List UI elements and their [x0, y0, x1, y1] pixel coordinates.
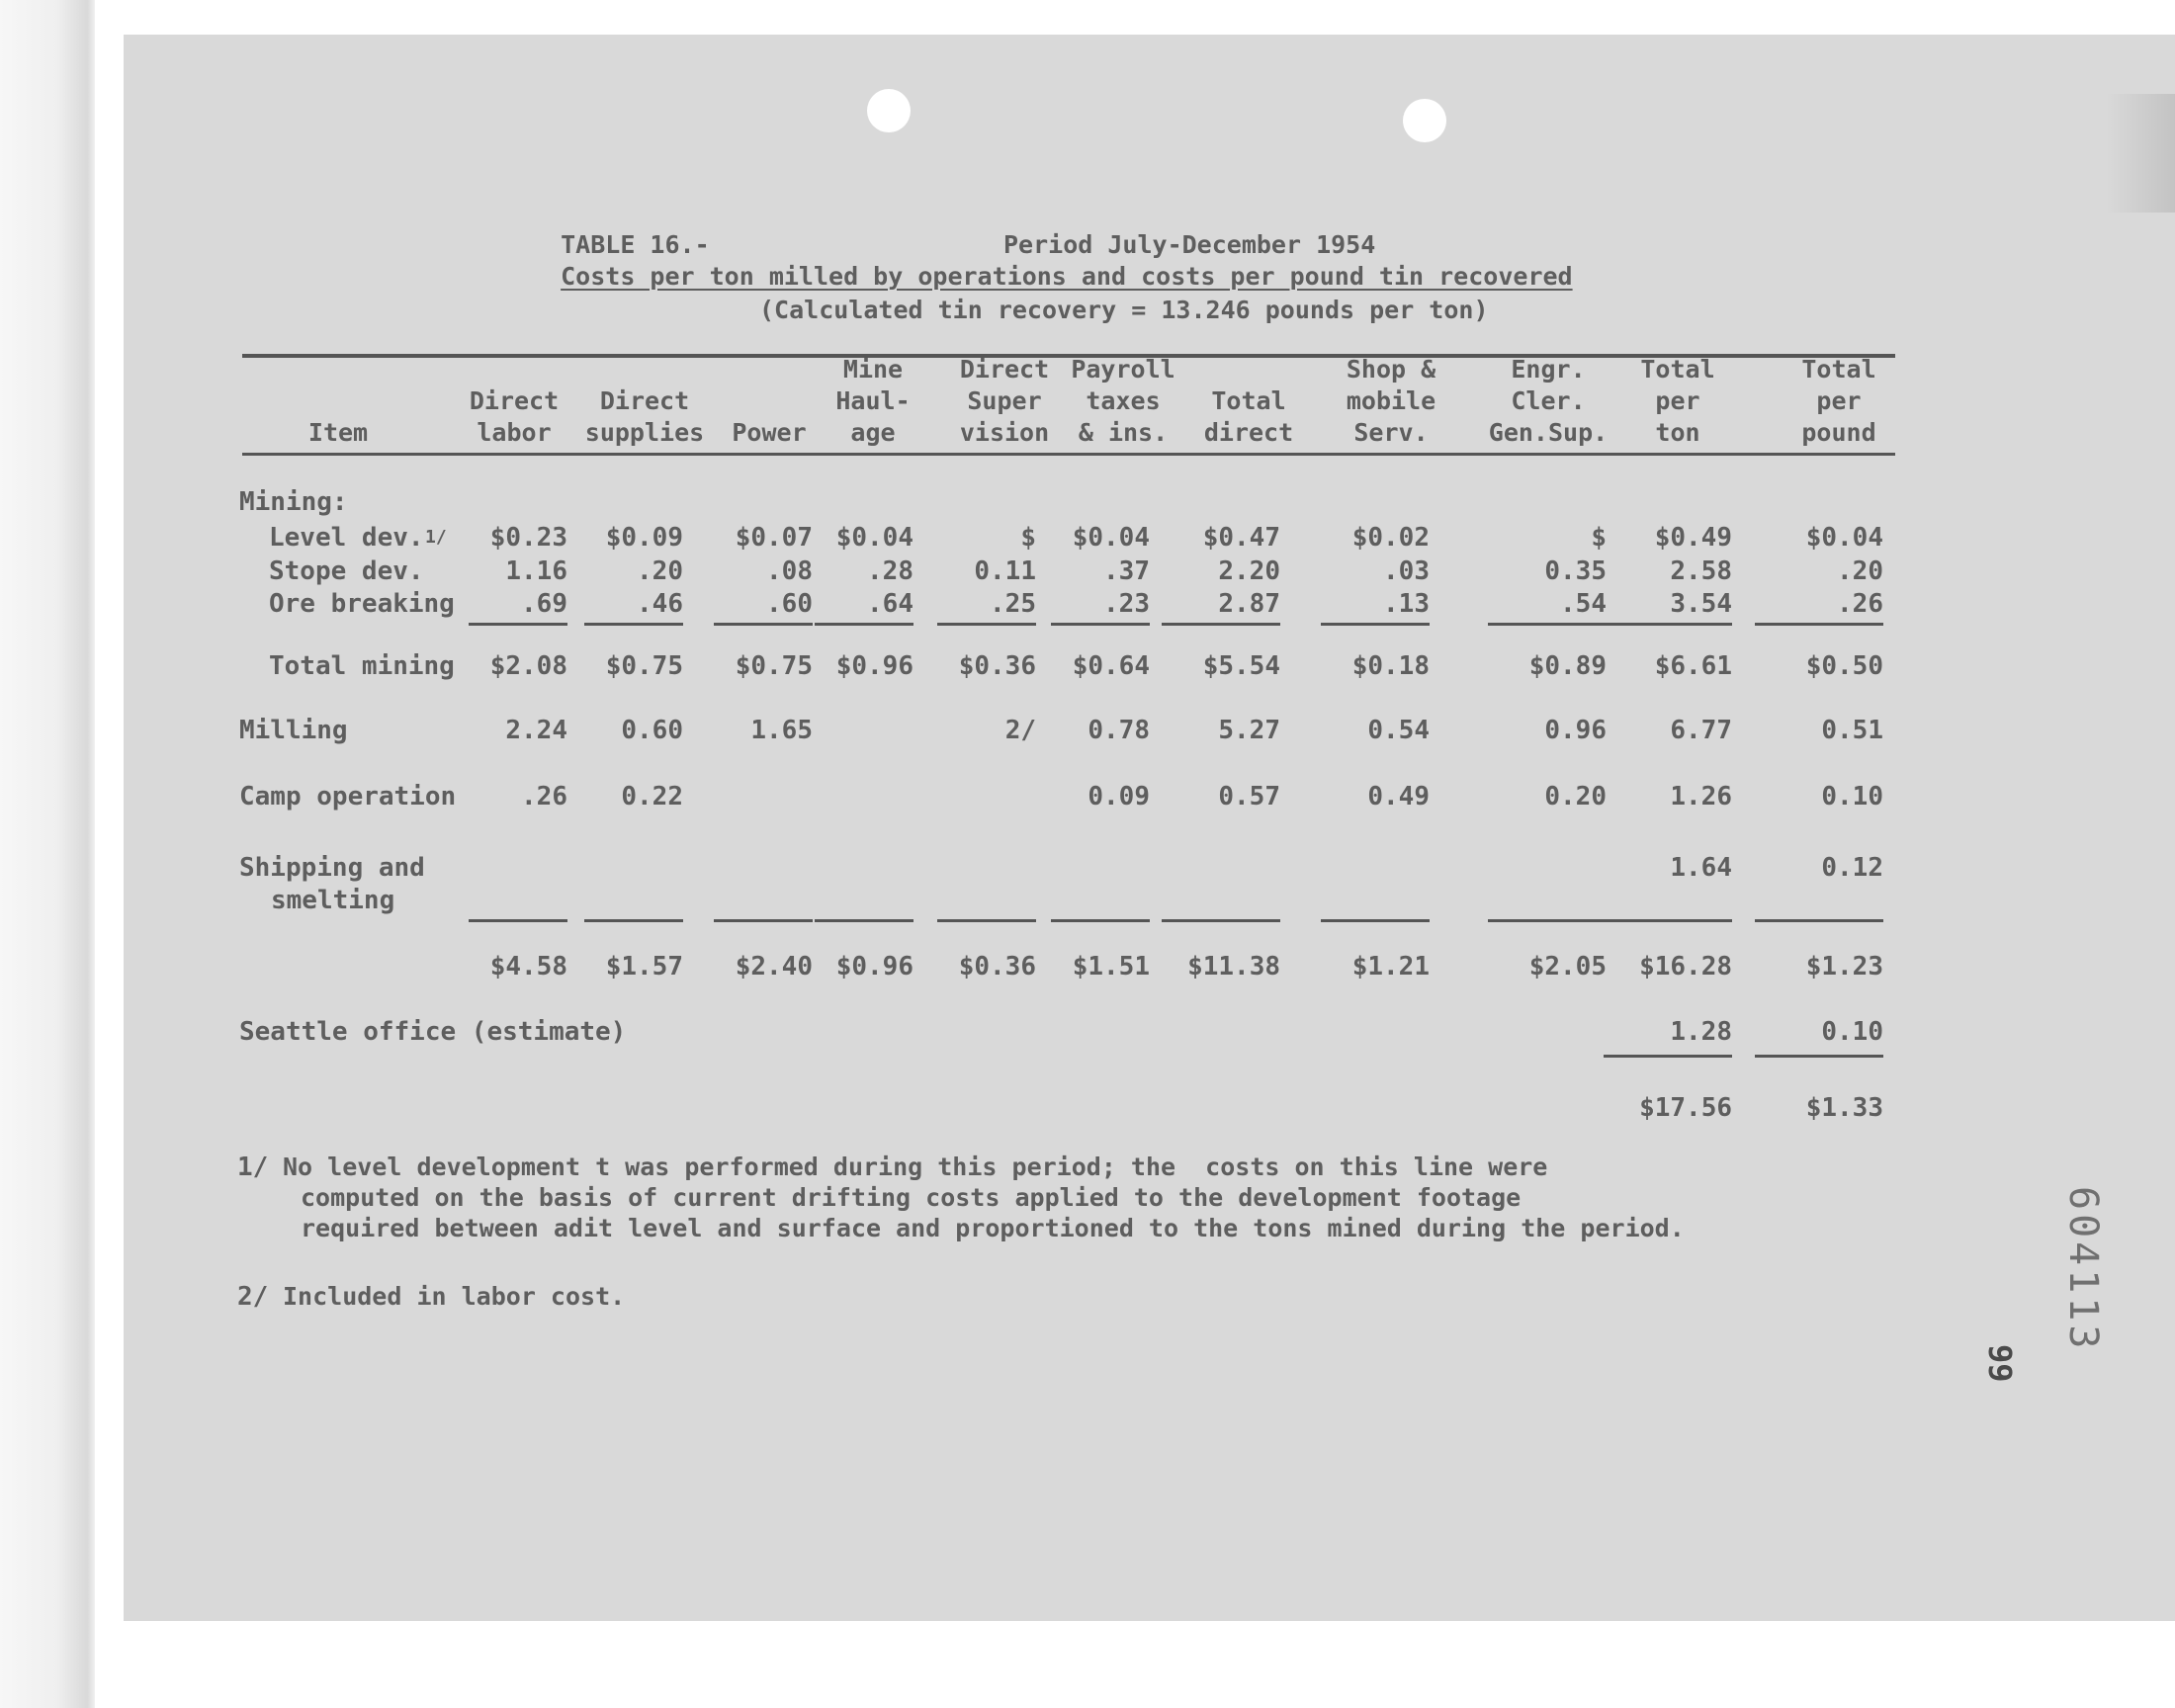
table-cell: .25 [990, 589, 1036, 619]
table-cell: .54 [1560, 589, 1607, 619]
section-mining: Mining: [239, 487, 348, 517]
sum-rule [1162, 919, 1280, 922]
table-cell: 1.26 [1670, 782, 1732, 811]
table-cell: 3.54 [1670, 589, 1732, 619]
column-header-line: Super [967, 386, 1042, 415]
row-label-continued: smelting [271, 886, 395, 915]
table-cell: .03 [1383, 556, 1430, 586]
column-header-line: labor [477, 418, 552, 447]
table-cell: 0.60 [621, 716, 683, 745]
table-cell: $11.38 [1187, 952, 1280, 982]
table-cell: .20 [1837, 556, 1883, 586]
table-cell: 0.57 [1218, 782, 1280, 811]
row-label: Milling [239, 716, 348, 745]
table-cell: $0.47 [1202, 523, 1280, 553]
table-cell: 0.20 [1544, 782, 1607, 811]
column-header-line: Direct [469, 386, 560, 415]
page-number: 99 [1981, 1344, 2019, 1383]
sum-rule [1755, 1055, 1883, 1058]
sum-rule [1755, 623, 1883, 626]
table-cell: $0.02 [1351, 523, 1430, 553]
table-cell: $0.75 [605, 651, 683, 681]
column-header-line: Total [1640, 355, 1715, 384]
table-cell: 0.51 [1821, 716, 1883, 745]
column-header-line: per [1655, 386, 1700, 415]
table-cell: .08 [766, 556, 813, 586]
table-cell: $2.40 [735, 952, 813, 982]
table-cell: 0.35 [1544, 556, 1607, 586]
table-cell: 1.16 [505, 556, 567, 586]
scanner-left-edge [0, 0, 95, 1708]
column-header-line: ton [1655, 418, 1700, 447]
punch-hole-right [1403, 99, 1446, 142]
table-cell: $0.50 [1805, 651, 1883, 681]
sum-rule [1051, 919, 1150, 922]
table-cell: .23 [1103, 589, 1150, 619]
table-cell: $1.23 [1805, 952, 1883, 982]
table-cell: 0.12 [1821, 853, 1883, 883]
table-cell: 2/ [1004, 716, 1036, 745]
table-cell: $ [1020, 523, 1036, 553]
table-cell: 2.20 [1218, 556, 1280, 586]
table-cell: $1.51 [1072, 952, 1150, 982]
sum-rule [1321, 623, 1430, 626]
row-label: Camp operation [239, 782, 457, 811]
column-header-line: taxes [1086, 386, 1161, 415]
table-cell: .37 [1103, 556, 1150, 586]
punch-hole-left [867, 89, 911, 132]
table-cell: $6.61 [1654, 651, 1732, 681]
sum-rule [815, 919, 914, 922]
table-cell: .69 [521, 589, 567, 619]
header-bottom-rule [242, 453, 1895, 456]
table-cell: 0.09 [1088, 782, 1150, 811]
column-header-line: Cler. [1511, 386, 1586, 415]
table-title-prefix: TABLE 16.- [561, 230, 710, 259]
table-cell: .28 [867, 556, 914, 586]
footnote-line: Included in labor cost. [283, 1282, 626, 1311]
table-cell: $1.33 [1805, 1093, 1883, 1123]
table-cell: 2.87 [1218, 589, 1280, 619]
table-cell: $1.57 [605, 952, 683, 982]
table-cell: 0.96 [1544, 716, 1607, 745]
table-cell: $0.04 [835, 523, 914, 553]
column-header-line: Item [307, 418, 369, 447]
table-cell: .26 [1837, 589, 1883, 619]
footnote-line: computed on the basis of current drifting costs applied to the development footage [301, 1183, 1522, 1212]
sum-rule [1162, 623, 1280, 626]
sum-rule [815, 623, 914, 626]
sum-rule [1321, 919, 1430, 922]
table-cell: $0.36 [958, 952, 1036, 982]
column-header-line: per [1816, 386, 1862, 415]
column-header-line: Payroll [1071, 355, 1175, 384]
table-cell: $2.08 [489, 651, 567, 681]
table-cell: 6.77 [1670, 716, 1732, 745]
table-cell: $0.07 [735, 523, 813, 553]
sum-rule [937, 623, 1036, 626]
table-cell: 0.10 [1821, 782, 1883, 811]
page-shadow [2106, 94, 2175, 213]
table-cell: 0.54 [1367, 716, 1430, 745]
sum-rule [1604, 1055, 1732, 1058]
footnote-mark: 1/ [237, 1153, 269, 1182]
column-header-line: direct [1203, 418, 1294, 447]
table-cell: 2.24 [505, 716, 567, 745]
column-header-line: Direct [599, 386, 690, 415]
footnote-line: required between adit level and surface and proportioned to the tons mined during the period. [301, 1214, 1685, 1242]
table-cell: $ [1591, 523, 1607, 553]
table-cell: 1.28 [1670, 1017, 1732, 1047]
column-header-line: supplies [584, 418, 705, 447]
table-cell: 1.65 [750, 716, 813, 745]
column-header-line: & ins. [1078, 418, 1169, 447]
sum-rule [1755, 919, 1883, 922]
column-header-line: Serv. [1353, 418, 1429, 447]
row-label: Stope dev. [269, 556, 424, 586]
table-cell: 1.64 [1670, 853, 1732, 883]
table-cell: 0.10 [1821, 1017, 1883, 1047]
column-header-line: Gen.Sup. [1488, 418, 1609, 447]
sum-rule [1488, 623, 1607, 626]
column-header-line: mobile [1346, 386, 1436, 415]
sum-rule [1051, 623, 1150, 626]
table-period: Period July-December 1954 [1003, 230, 1376, 259]
column-header-line: Total [1211, 386, 1286, 415]
table-cell: .64 [867, 589, 914, 619]
table-cell: 0.78 [1088, 716, 1150, 745]
table-cell: .46 [637, 589, 683, 619]
sum-rule [469, 919, 567, 922]
sum-rule [584, 919, 683, 922]
table-cell: .26 [521, 782, 567, 811]
row-label: Total mining [269, 651, 455, 681]
row-label: Ore breaking [269, 589, 455, 619]
table-cell: .13 [1383, 589, 1430, 619]
table-cell: .20 [637, 556, 683, 586]
table-cell: $0.04 [1805, 523, 1883, 553]
footnote-line: No level development t was performed during this period; the costs on this line were [283, 1153, 1548, 1181]
table-cell: $4.58 [489, 952, 567, 982]
table-cell: 2.58 [1670, 556, 1732, 586]
footnote-mark: 2/ [237, 1282, 269, 1312]
table-cell: 0.11 [974, 556, 1036, 586]
row-label: Level dev. [269, 523, 424, 553]
table-cell: 0.22 [621, 782, 683, 811]
table-cell: .60 [766, 589, 813, 619]
side-stamp: 604113 [2060, 1186, 2106, 1353]
table-cell: $17.56 [1639, 1093, 1732, 1123]
column-header-line: Power [732, 418, 807, 447]
row-label: Seattle office (estimate) [239, 1017, 627, 1047]
column-header-line: Engr. [1511, 355, 1586, 384]
column-header-line: pound [1801, 418, 1876, 447]
column-header-line: Direct [959, 355, 1050, 384]
table-cell: $0.75 [735, 651, 813, 681]
sum-rule [469, 623, 567, 626]
table-cell: $0.64 [1072, 651, 1150, 681]
column-header-line: Mine [842, 355, 904, 384]
table-cell: $0.04 [1072, 523, 1150, 553]
sum-rule [1604, 919, 1732, 922]
sum-rule [714, 919, 813, 922]
table-cell: $2.05 [1528, 952, 1607, 982]
table-cell: $16.28 [1639, 952, 1732, 982]
table-cell: $0.18 [1351, 651, 1430, 681]
sum-rule [584, 623, 683, 626]
recovery-note: (Calculated tin recovery = 13.246 pounds per ton) [759, 296, 1489, 324]
column-header-line: Shop & [1346, 355, 1436, 384]
table-cell: $0.96 [835, 952, 914, 982]
column-header-line: vision [959, 418, 1050, 447]
table-title-text: Costs per ton milled by operations and costs per pound tin recovered [561, 262, 1573, 291]
column-header-line: Haul- [835, 386, 911, 415]
sum-rule [1488, 919, 1607, 922]
column-header-line: age [850, 418, 896, 447]
table-cell: $0.09 [605, 523, 683, 553]
footnote-ref: 1/ [425, 527, 447, 548]
table-cell: $0.96 [835, 651, 914, 681]
table-cell: 0.49 [1367, 782, 1430, 811]
row-label: Shipping and [239, 853, 425, 883]
table-cell: $0.36 [958, 651, 1036, 681]
sum-rule [1604, 623, 1732, 626]
column-header-line: Total [1801, 355, 1876, 384]
table-cell: $0.49 [1654, 523, 1732, 553]
table-cell: $0.89 [1528, 651, 1607, 681]
table-cell: $1.21 [1351, 952, 1430, 982]
sum-rule [937, 919, 1036, 922]
table-cell: $5.54 [1202, 651, 1280, 681]
sum-rule [714, 623, 813, 626]
table-cell: $0.23 [489, 523, 567, 553]
table-cell: 5.27 [1218, 716, 1280, 745]
